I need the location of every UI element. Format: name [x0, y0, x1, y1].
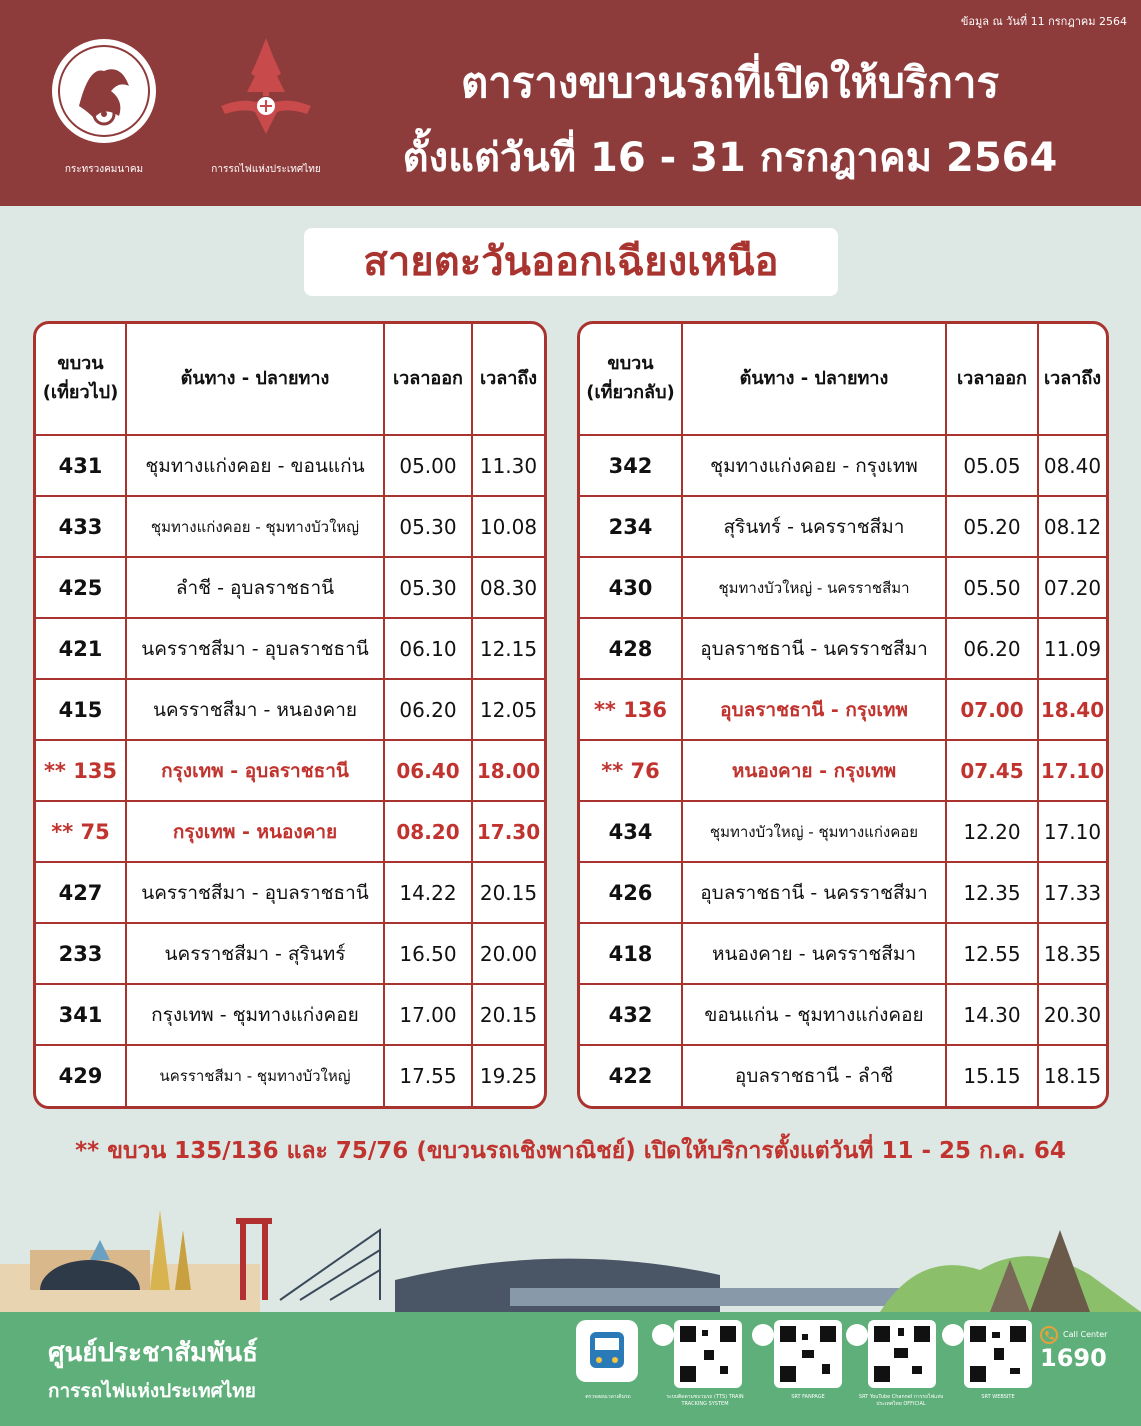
- table-row-highlighted: ** 135 กรุงเทพ - อุบลราชธานี 06.40 18.00: [36, 740, 544, 801]
- table-row: 430 ชุมทางบัวใหญ่ - นครราชสีมา 05.50 07.20: [580, 557, 1106, 618]
- table-row: 233 นครราชสีมา - สุรินทร์ 16.50 20.00: [36, 923, 544, 984]
- page-title: ตารางขบวนรถที่เปิดให้บริการ: [460, 58, 1000, 107]
- call-center-number[interactable]: 1690: [1040, 1344, 1107, 1372]
- header-arrive: เวลาถึง: [1038, 324, 1106, 435]
- youtube-icon: [846, 1324, 868, 1346]
- qr-code-icon: [774, 1320, 842, 1388]
- outbound-table: [33, 321, 547, 1109]
- table-row: 432 ขอนแก่น - ชุมทางแก่งคอย 14.30 20.30: [580, 984, 1106, 1045]
- table-header-row: [36, 324, 544, 435]
- table-row-highlighted: ** 76 หนองคาย - กรุงเทพ 07.45 17.10: [580, 740, 1106, 801]
- pr-center-org: การรถไฟแห่งประเทศไทย: [48, 1380, 256, 1402]
- header-route: ต้นทาง - ปลายทาง: [126, 324, 384, 435]
- qr-code-icon: [868, 1320, 936, 1388]
- qr-train-tracking[interactable]: [674, 1320, 742, 1388]
- ministry-caption: กระทรวงคมนาคม: [64, 164, 144, 175]
- header-train: ขบวน (เที่ยวกลับ): [580, 324, 682, 435]
- train-icon: [576, 1320, 638, 1382]
- table-row: 426 อุบลราชธานี - นครราชสีมา 12.35 17.33: [580, 862, 1106, 923]
- as-of-date: ข้อมูล ณ วันที่ 11 กรกฎาคม 2564: [960, 15, 1127, 28]
- qr-caption: ระบบติดตามขบวนรถ (TTS) TRAIN TRACKING SYSTEM: [666, 1394, 744, 1407]
- website-icon: [942, 1324, 964, 1346]
- table-row: 342 ชุมทางแก่งคอย - กรุงเทพ 05.05 08.40: [580, 435, 1106, 496]
- table-row: 341 กรุงเทพ - ชุมทางแก่งคอย 17.00 20.15: [36, 984, 544, 1045]
- table-row: 429 นครราชสีมา - ชุมทางบัวใหญ่ 17.55 19.25: [36, 1045, 544, 1106]
- tracking-icon: [652, 1324, 674, 1346]
- inbound-table: [577, 321, 1109, 1109]
- skyline-illustration: [0, 1200, 1141, 1312]
- table-header-row: [580, 324, 1106, 435]
- call-center-label: Call Center: [1063, 1330, 1108, 1339]
- qr-youtube[interactable]: [868, 1320, 936, 1388]
- facebook-icon: [752, 1324, 774, 1346]
- table-row: 425 ลำชี - อุบลราชธานี 05.30 08.30: [36, 557, 544, 618]
- srt-logo: [206, 36, 326, 177]
- qr-caption: SRT FANPAGE: [791, 1394, 825, 1400]
- header-arrive: เวลาถึง: [472, 324, 544, 435]
- table-row: 422 อุบลราชธานี - ลำชี 15.15 18.15: [580, 1045, 1106, 1106]
- page-subtitle: ตั้งแต่วันที่ 16 - 31 กรกฎาคม 2564: [402, 135, 1058, 181]
- header-train: ขบวน (เที่ยวไป): [36, 324, 126, 435]
- qr-caption: SRT YouTube Channel การรถไฟแห่งประเทศไทย OFFICIAL: [858, 1394, 944, 1407]
- qr-code-icon: [674, 1320, 742, 1388]
- table-row-highlighted: ** 75 กรุงเทพ - หนองคาย 08.20 17.30: [36, 801, 544, 862]
- qr-code-icon: [964, 1320, 1032, 1388]
- table-row: 418 หนองคาย - นครราชสีมา 12.55 18.35: [580, 923, 1106, 984]
- ministry-logo: [44, 36, 164, 177]
- header-banner: [0, 0, 1141, 206]
- table-row: 433 ชุมทางแก่งคอย - ชุมทางบัวใหญ่ 05.30 10.08: [36, 496, 544, 557]
- table-row: 421 นครราชสีมา - อุบลราชธานี 06.10 12.15: [36, 618, 544, 679]
- footnote: ** ขบวน 135/136 และ 75/76 (ขบวนรถเชิงพาณิชย์) เปิดให้บริการตั้งแต่วันที่ 11 - 25 ก.ค. 64: [75, 1138, 1066, 1164]
- table-row: 427 นครราชสีมา - อุบลราชธานี 14.22 20.15: [36, 862, 544, 923]
- region-label: สายตะวันออกเฉียงเหนือ: [304, 228, 838, 296]
- table-row: 428 อุบลราชธานี - นครราชสีมา 06.20 11.09: [580, 618, 1106, 679]
- srt-emblem-icon: [211, 36, 321, 146]
- table-row: 415 นครราชสีมา - หนองคาย 06.20 12.05: [36, 679, 544, 740]
- srt-caption: การรถไฟแห่งประเทศไทย: [211, 164, 321, 175]
- app-caption: ตรวจสอบเวลาเดินรถ: [585, 1394, 631, 1400]
- phone-icon: [1040, 1326, 1058, 1344]
- header-depart: เวลาออก: [946, 324, 1038, 435]
- table-row: 434 ชุมทางบัวใหญ่ - ชุมทางแก่งคอย 12.20 17.10: [580, 801, 1106, 862]
- qr-caption: SRT WEBSITE: [981, 1394, 1015, 1400]
- header-depart: เวลาออก: [384, 324, 472, 435]
- qr-fanpage[interactable]: [774, 1320, 842, 1388]
- qr-website[interactable]: [964, 1320, 1032, 1388]
- table-row: 234 สุรินทร์ - นครราชสีมา 05.20 08.12: [580, 496, 1106, 557]
- ministry-emblem-icon: [49, 36, 159, 146]
- header-route: ต้นทาง - ปลายทาง: [682, 324, 946, 435]
- table-row-highlighted: ** 136 อุบลราชธานี - กรุงเทพ 07.00 18.40: [580, 679, 1106, 740]
- train-app-icon[interactable]: [576, 1320, 638, 1382]
- table-row: 431 ชุมทางแก่งคอย - ขอนแก่น 05.00 11.30: [36, 435, 544, 496]
- footer: [0, 1312, 1141, 1426]
- pr-center-title: ศูนย์ประชาสัมพันธ์: [48, 1338, 258, 1368]
